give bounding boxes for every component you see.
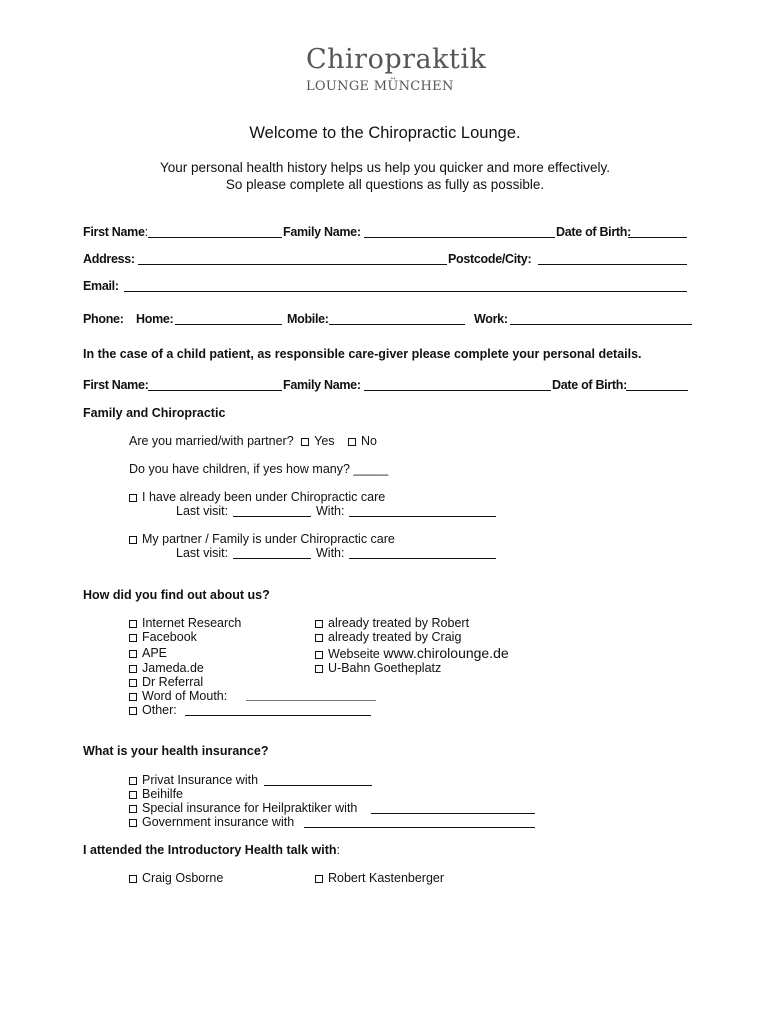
government-insurance-label: Government insurance with bbox=[142, 815, 295, 829]
word-of-mouth-label: Word of Mouth: bbox=[142, 689, 228, 703]
dr-referral-checkbox[interactable] bbox=[129, 679, 137, 687]
jameda-label: Jameda.de bbox=[142, 661, 204, 675]
internet-research-checkbox[interactable] bbox=[129, 620, 137, 628]
ubahn-label: U-Bahn Goetheplatz bbox=[328, 661, 442, 675]
mobile-label: Mobile bbox=[287, 312, 325, 326]
dob-label-row: Date of Birth: bbox=[556, 225, 631, 239]
insurance-heading: What is your health insurance? bbox=[83, 744, 269, 758]
find-us-option bbox=[315, 661, 441, 675]
private-insurance-field[interactable] bbox=[264, 785, 372, 786]
under-care-row bbox=[129, 490, 385, 504]
married-question: Are you married/with partner? bbox=[129, 434, 294, 448]
under-care-label: I have already been under Chiropractic care bbox=[142, 490, 386, 504]
treated-robert-checkbox[interactable] bbox=[315, 620, 323, 628]
other-label: Other: bbox=[142, 703, 177, 717]
internet-research-label: Internet Research bbox=[142, 616, 242, 630]
married-question-row bbox=[129, 434, 377, 448]
robert-kastenberger-checkbox[interactable] bbox=[315, 875, 323, 883]
work-phone-field[interactable] bbox=[510, 324, 692, 325]
private-insurance-checkbox[interactable] bbox=[129, 777, 137, 785]
married-no-checkbox[interactable] bbox=[348, 438, 356, 446]
logo-subtitle: LOUNGE MÜNCHEN bbox=[306, 79, 454, 94]
married-yes-checkbox[interactable] bbox=[301, 438, 309, 446]
craig-osborne-checkbox[interactable] bbox=[129, 875, 137, 883]
facebook-checkbox[interactable] bbox=[129, 634, 137, 642]
email-field[interactable] bbox=[124, 291, 687, 292]
child-family-name-label-row: Family Name: bbox=[283, 378, 361, 392]
family-name-field[interactable] bbox=[364, 237, 555, 238]
find-us-option bbox=[129, 616, 241, 630]
find-us-option bbox=[315, 616, 469, 630]
married-yes-label: Yes bbox=[314, 434, 335, 448]
other-field[interactable] bbox=[185, 715, 371, 716]
special-insurance-label: Special insurance for Heilpraktiker with bbox=[142, 801, 358, 815]
dob-field[interactable] bbox=[628, 237, 687, 238]
postcode-label: Postcode/City: bbox=[448, 252, 532, 266]
first-name-field[interactable] bbox=[148, 237, 282, 238]
website-url: www.chirolounge.de bbox=[383, 645, 509, 661]
children-question: Do you have children, if yes how many? _____ bbox=[129, 462, 389, 476]
government-insurance-field[interactable] bbox=[304, 827, 535, 828]
treated-craig-checkbox[interactable] bbox=[315, 634, 323, 642]
facebook-label: Facebook bbox=[142, 630, 197, 644]
child-family-name-label: Family Name bbox=[283, 378, 357, 392]
find-us-option bbox=[129, 703, 177, 717]
mobile-label-row: Mobile: bbox=[287, 312, 329, 326]
insurance-option bbox=[129, 815, 294, 829]
government-insurance-checkbox[interactable] bbox=[129, 819, 137, 827]
talk-option bbox=[129, 871, 223, 885]
phone-label: Phone: bbox=[83, 312, 124, 326]
family-name-label: Family Name bbox=[283, 225, 357, 239]
partner-care-checkbox[interactable] bbox=[129, 536, 137, 544]
with-field-2[interactable] bbox=[349, 558, 496, 559]
jameda-checkbox[interactable] bbox=[129, 665, 137, 673]
last-visit-field-2[interactable] bbox=[233, 558, 311, 559]
treated-robert-label: already treated by Robert bbox=[328, 616, 470, 630]
work-label: Work: bbox=[474, 312, 508, 326]
address-label-row: Address: bbox=[83, 252, 135, 266]
ape-checkbox[interactable] bbox=[129, 650, 137, 658]
email-label: Email: bbox=[83, 279, 119, 293]
special-insurance-field[interactable] bbox=[371, 813, 535, 814]
beihilfe-label: Beihilfe bbox=[142, 787, 183, 801]
insurance-option bbox=[129, 773, 258, 787]
find-us-option bbox=[129, 689, 227, 703]
last-visit-field-1[interactable] bbox=[233, 516, 311, 517]
partner-care-label: My partner / Family is under Chiropractic care bbox=[142, 532, 395, 546]
child-heading: In the case of a child patient, as responsible care-giver please complete your personal details. bbox=[83, 347, 642, 361]
find-us-option bbox=[315, 645, 509, 661]
intro-line-1: Your personal health history helps us help you quicker and more effectively. bbox=[159, 160, 610, 175]
intro-line-2: So please complete all questions as fully as possible. bbox=[225, 177, 545, 192]
website-checkbox[interactable] bbox=[315, 651, 323, 659]
talk-heading: I attended the Introductory Health talk with bbox=[83, 843, 337, 857]
first-name-label-row: First Name: bbox=[83, 225, 149, 239]
child-dob-label-row: Date of Birth: bbox=[552, 378, 627, 392]
craig-osborne-label: Craig Osborne bbox=[142, 871, 224, 885]
home-label-row: Home: bbox=[136, 312, 174, 326]
with-label-2: With: bbox=[316, 546, 345, 560]
postcode-field[interactable] bbox=[538, 264, 687, 265]
talk-heading-row: I attended the Introductory Health talk with: bbox=[83, 843, 340, 857]
child-first-name-label: First Name bbox=[83, 378, 145, 392]
under-care-checkbox[interactable] bbox=[129, 494, 137, 502]
ape-label: APE bbox=[142, 646, 168, 660]
partner-care-row bbox=[129, 532, 395, 546]
dob-label: Date of Birth bbox=[556, 225, 628, 239]
find-us-option bbox=[129, 646, 167, 660]
insurance-option bbox=[129, 801, 357, 815]
address-field[interactable] bbox=[138, 264, 447, 265]
last-visit-label-2: Last visit: bbox=[176, 546, 229, 560]
insurance-option bbox=[129, 787, 183, 801]
word-of-mouth-field[interactable] bbox=[246, 700, 376, 701]
with-field-1[interactable] bbox=[349, 516, 496, 517]
child-dob-field[interactable] bbox=[626, 390, 688, 391]
married-no-label: No bbox=[361, 434, 378, 448]
child-family-name-field[interactable] bbox=[364, 390, 551, 391]
word-of-mouth-checkbox[interactable] bbox=[129, 693, 137, 701]
child-first-name-field[interactable] bbox=[148, 390, 282, 391]
dr-referral-label: Dr Referral bbox=[142, 675, 204, 689]
find-us-option bbox=[129, 675, 203, 689]
family-heading: Family and Chiropractic bbox=[83, 406, 226, 420]
family-name-label-row: Family Name: bbox=[283, 225, 361, 239]
child-first-name-label-row: First Name: bbox=[83, 378, 149, 392]
with-label-1: With: bbox=[316, 504, 345, 518]
find-us-option bbox=[129, 661, 204, 675]
treated-craig-label: already treated by Craig bbox=[328, 630, 462, 644]
beihilfe-checkbox[interactable] bbox=[129, 791, 137, 799]
website-label: Webseite bbox=[328, 647, 380, 661]
child-dob-label: Date of Birth bbox=[552, 378, 624, 392]
first-name-label: First Name bbox=[83, 225, 145, 239]
home-phone-field[interactable] bbox=[175, 324, 282, 325]
other-checkbox[interactable] bbox=[129, 707, 137, 715]
talk-option bbox=[315, 871, 444, 885]
find-us-option bbox=[315, 630, 461, 644]
page-title: Welcome to the Chiropractic Lounge. bbox=[249, 124, 521, 142]
find-us-heading: How did you find out about us? bbox=[83, 588, 270, 602]
ubahn-checkbox[interactable] bbox=[315, 665, 323, 673]
private-insurance-label: Privat Insurance with bbox=[142, 773, 259, 787]
find-us-option bbox=[129, 630, 197, 644]
logo: Chiropraktik bbox=[306, 44, 487, 75]
special-insurance-checkbox[interactable] bbox=[129, 805, 137, 813]
mobile-phone-field[interactable] bbox=[329, 324, 465, 325]
robert-kastenberger-label: Robert Kastenberger bbox=[328, 871, 445, 885]
home-label: Home bbox=[136, 312, 170, 326]
address-label: Address bbox=[83, 252, 131, 266]
last-visit-label-1: Last visit: bbox=[176, 504, 229, 518]
